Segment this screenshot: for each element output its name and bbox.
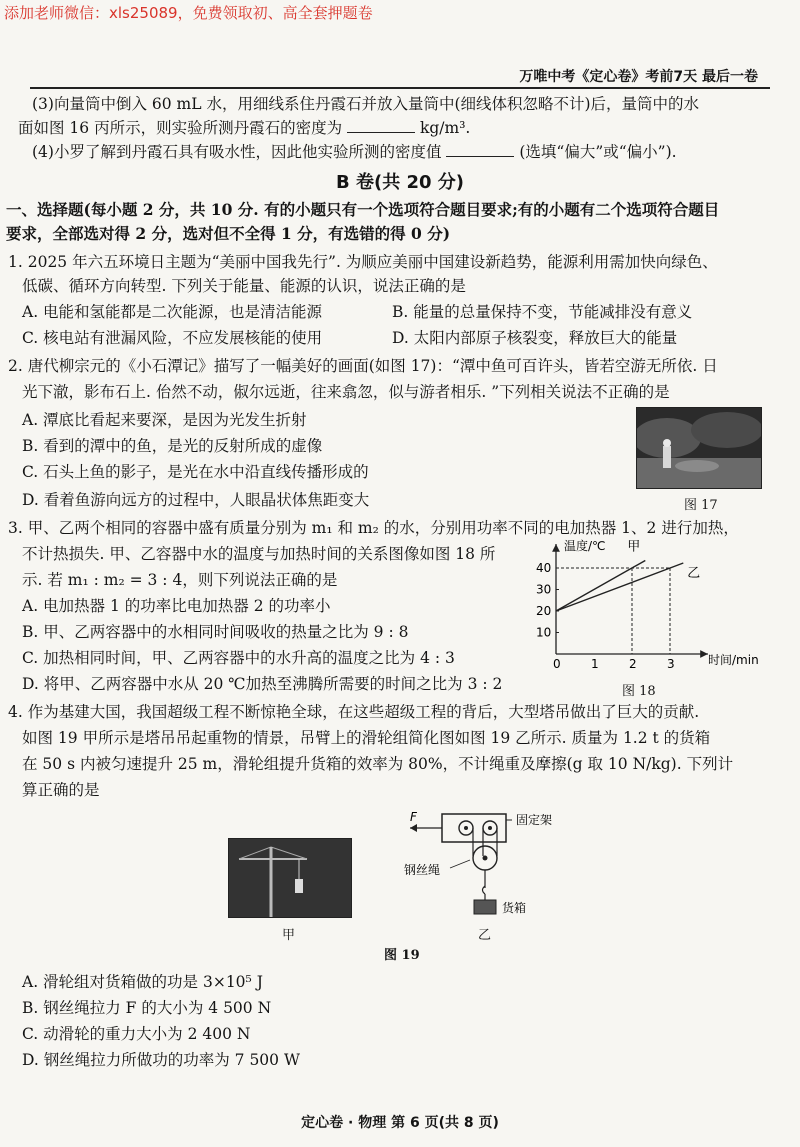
header-rule [30, 87, 770, 89]
y-tick-label: 20 [536, 604, 552, 618]
q1-option-a: A. 电能和氢能都是二次能源，也是清洁能源 [22, 303, 323, 321]
q2-option-a: A. 潭底比看起来要深，是因为光发生折射 [22, 411, 307, 429]
q3-post-text: 面如图 16 丙所示，则实验所测丹霞石的密度为 [18, 119, 343, 137]
q2-stem-2: 光下澈，影布石上. 佁然不动，俶尔远逝，往来翕忽，似与游者相乐. ”下列相关说法不正确的是 [22, 383, 670, 401]
page-header: 万唯中考《定心卷》考前7天 最后一卷 [519, 69, 758, 85]
figure-19a-photo [228, 838, 352, 918]
y-axis-label: 温度/℃ [564, 539, 606, 553]
figure-17-caption: 图 17 [684, 498, 718, 513]
cargo-box [474, 900, 496, 914]
y-tick-label: 10 [536, 625, 552, 640]
instructions-line-1: 一、选择题(每小题 2 分，共 10 分. 有的小题只有一个选项符合题目要求;有的小题有二个选项符合题目 [6, 200, 720, 219]
x-tick-label: 2 [629, 657, 637, 671]
frame-label: 固定架 [516, 813, 553, 827]
answer-blank [446, 142, 514, 157]
force-label: F [410, 810, 417, 824]
q2-option-b: B. 看到的潭中的鱼，是光的反射所成的虚像 [22, 437, 323, 455]
figure-18-chart [530, 538, 780, 678]
q4-stem-4: 算正确的是 [22, 781, 100, 799]
q4-line [32, 142, 677, 162]
q4-option-c: C. 动滑轮的重力大小为 2 400 N [22, 1025, 251, 1043]
x-tick-label: 1 [591, 657, 599, 671]
pond-scene-image [637, 408, 761, 488]
figure-19a-label: 甲 [282, 928, 296, 943]
q1-stem-2: 低碳、循环方向转型. 下列关于能量、能源的认识，说法正确的是 [22, 277, 466, 295]
q4-text-b: (选填“偏大”或“偏小”). [519, 143, 677, 161]
q4-option-a: A. 滑轮组对货箱做的功是 3×10⁵ J [22, 973, 263, 991]
tower-crane-image [229, 839, 351, 917]
q3-option-a: A. 电加热器 1 的功率比电加热器 2 的功率小 [22, 597, 331, 615]
y-tick-label: 40 [536, 561, 552, 575]
series-line-1 [556, 563, 683, 611]
q4-text-a: (4)小罗了解到丹霞石具有吸水性，因此他实验所测的密度值 [32, 143, 442, 161]
figure-19b-pulley-diagram [400, 808, 580, 934]
series-label: 甲 [627, 539, 641, 555]
q3-post-line [18, 118, 470, 138]
figure-19b-label: 乙 [478, 928, 492, 943]
page-footer: 定心卷 · 物理 第 6 页(共 8 页) [301, 1115, 499, 1131]
q2-option-d: D. 看着鱼游向远方的过程中，人眼晶状体焦距变大 [22, 491, 370, 509]
q1-stem-1: 1. 2025 年六五环境日主题为“美丽中国我先行”. 为顺应美丽中国建设新趋势，能源利用需加快向绿色、 [8, 253, 718, 271]
box-label: 货箱 [502, 901, 527, 915]
figure-17-photo [636, 407, 762, 489]
q3-stem-3: 示. 若 m₁ : m₂ = 3 : 4，则下列说法正确的是 [22, 571, 338, 589]
q3-option-d: D. 将甲、乙两容器中水从 20 ℃加热至沸腾所需要的时间之比为 3 : 2 [22, 675, 503, 693]
series-label: 乙 [687, 565, 701, 581]
q3-pre-line: (3)向量筒中倒入 60 mL 水，用细线系住丹霞石并放入量筒中(细线体积忽略不计)后，量筒中的水 [32, 95, 700, 113]
q4-stem-1: 4. 作为基建大国，我国超级工程不断惊艳全球，在这些超级工程的背后，大型塔吊做出了巨大的贡献. [8, 703, 700, 721]
q1-option-c: C. 核电站有泄漏风险，不应发展核能的使用 [22, 329, 323, 347]
q3-unit: kg/m³. [419, 119, 471, 137]
rope-label: 钢丝绳 [404, 863, 441, 877]
q3-option-c: C. 加热相同时间，甲、乙两容器中的水升高的温度之比为 4 : 3 [22, 649, 455, 667]
force-arrow-icon [410, 824, 417, 832]
q4-stem-3: 在 50 s 内被匀速提升 25 m，滑轮组提升货箱的效率为 80%，不计绳重及摩擦(g 取 10 N/kg). 下列计 [22, 755, 734, 773]
q4-stem-2: 如图 19 甲所示是塔吊吊起重物的情景，吊臂上的滑轮组简化图如图 19 乙所示. 质量为 1.2 t 的货箱 [22, 729, 711, 747]
x-tick-label: 3 [667, 657, 675, 671]
section-title: B 卷(共 20 分) [335, 172, 465, 193]
q3-stem-1: 3. 甲、乙两个相同的容器中盛有质量分别为 m₁ 和 m₂ 的水，分别用功率不同的电加热器 1、2 进行加热， [8, 519, 739, 537]
answer-blank [347, 118, 415, 133]
x-tick-label: 0 [553, 657, 561, 671]
q2-stem-1: 2. 唐代柳宗元的《小石潭记》描写了一幅美好的画面(如图 17)：“潭中鱼可百许头，皆若空游无所依. 日 [8, 357, 718, 375]
q1-option-d: D. 太阳内部原子核裂变，释放巨大的能量 [392, 329, 678, 347]
watermark: 添加老师微信：xls25089，免费领取初、高全套押题卷 [4, 4, 373, 22]
q3-stem-2: 不计热损失. 甲、乙容器中水的温度与加热时间的关系图像如图 18 所 [22, 545, 496, 563]
q2-option-c: C. 石头上鱼的影子，是光在水中沿直线传播形成的 [22, 463, 369, 481]
q4-option-b: B. 钢丝绳拉力 F 的大小为 4 500 N [22, 999, 272, 1017]
x-axis-label: 时间/min [708, 653, 759, 667]
q3-option-b: B. 甲、乙两容器中的水相同时间吸收的热量之比为 9 : 8 [22, 623, 409, 641]
instructions-line-2: 要求，全部选对得 2 分，选对但不全得 1 分，有选错的得 0 分) [6, 224, 451, 243]
figure-19-caption: 图 19 [384, 948, 420, 963]
q4-option-d: D. 钢丝绳拉力所做功的功率为 7 500 W [22, 1051, 300, 1069]
figure-18-caption: 图 18 [622, 684, 656, 699]
y-tick-label: 30 [536, 582, 552, 597]
q1-option-b: B. 能量的总量保持不变，节能减排没有意义 [392, 303, 693, 321]
